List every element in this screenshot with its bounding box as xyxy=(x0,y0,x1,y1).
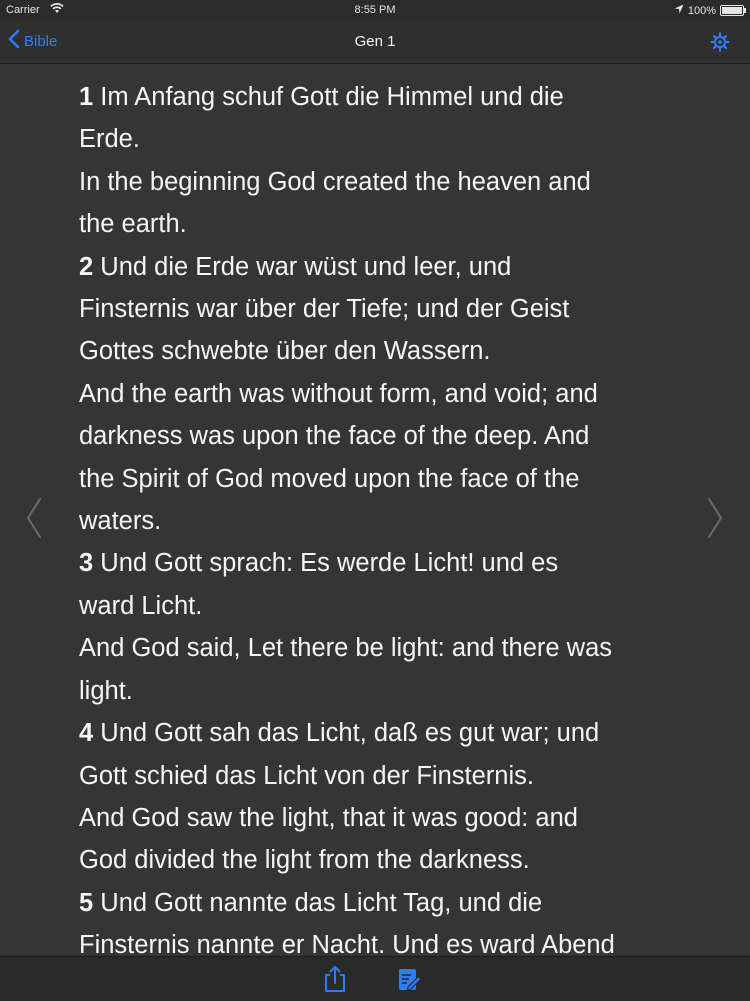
verse-number: 1 xyxy=(79,83,94,111)
english-text: the Spirit of God moved upon the face of the xyxy=(79,464,580,493)
verse xyxy=(79,246,679,543)
verse xyxy=(79,882,679,956)
verse xyxy=(79,712,679,882)
german-text: Finsternis nannte er Nacht. Und es ward Abend xyxy=(79,931,615,956)
status-right xyxy=(674,4,744,17)
english-text: light. xyxy=(79,676,133,705)
verse xyxy=(79,76,679,246)
verse-line xyxy=(79,712,679,754)
navigation-bar xyxy=(0,20,750,64)
verse-number: 3 xyxy=(79,549,94,578)
back-button-label: Bible xyxy=(24,32,58,50)
gear-icon[interactable] xyxy=(710,32,730,52)
previous-chapter-chevron-icon[interactable] xyxy=(24,496,44,540)
english-text: And God saw the light, that it was good: and xyxy=(79,803,578,832)
verse-line xyxy=(79,542,679,584)
verse-line xyxy=(79,882,679,924)
english-text: And the earth was without form, and void; and xyxy=(79,379,598,408)
german-text: Gottes schwebte über den Wassern. xyxy=(79,337,491,366)
status-bar xyxy=(0,0,750,20)
english-text: darkness was upon the face of the deep. And xyxy=(79,422,590,451)
german-text: ward Licht. xyxy=(79,591,203,620)
page-title: Gen 1 xyxy=(354,33,396,50)
verse-number: 2 xyxy=(79,252,94,281)
english-text: God divided the light from the darkness. xyxy=(79,846,530,875)
english-text: In the beginning God created the heaven and xyxy=(79,167,591,196)
status-time: 8:55 PM xyxy=(354,4,396,16)
verse-line xyxy=(79,246,679,288)
german-text: Und die Erde war wüst und leer, und xyxy=(100,252,512,281)
next-chapter-chevron-icon[interactable] xyxy=(705,496,725,540)
location-arrow-icon xyxy=(674,4,684,17)
german-text: Finsternis war über der Tiefe; und der Geist xyxy=(79,295,570,324)
german-text: Im Anfang schuf Gott die Himmel und die xyxy=(100,83,564,111)
notes-edit-icon[interactable] xyxy=(396,965,422,993)
share-icon[interactable] xyxy=(322,965,348,993)
english-text: And God said, Let there be light: and there was xyxy=(79,634,613,663)
german-text: Erde. xyxy=(79,125,140,154)
german-text: Und Gott sah das Licht, daß es gut war; und xyxy=(100,719,600,748)
english-text: the earth. xyxy=(79,210,187,239)
german-text: Gott schied das Licht von der Finsternis. xyxy=(79,761,534,790)
verse xyxy=(79,542,679,712)
verse-number: 5 xyxy=(79,888,94,917)
verse-line xyxy=(79,76,679,118)
battery-icon xyxy=(720,5,744,16)
carrier-label: Carrier xyxy=(6,4,40,16)
chapter-text xyxy=(79,76,679,956)
battery-percent: 100% xyxy=(687,4,716,17)
german-text: Und Gott sprach: Es werde Licht! und es xyxy=(100,549,559,578)
bottom-toolbar xyxy=(0,956,750,1001)
german-text: Und Gott nannte das Licht Tag, und die xyxy=(100,888,543,917)
english-text: waters. xyxy=(79,507,162,536)
verse-number: 4 xyxy=(79,719,94,748)
